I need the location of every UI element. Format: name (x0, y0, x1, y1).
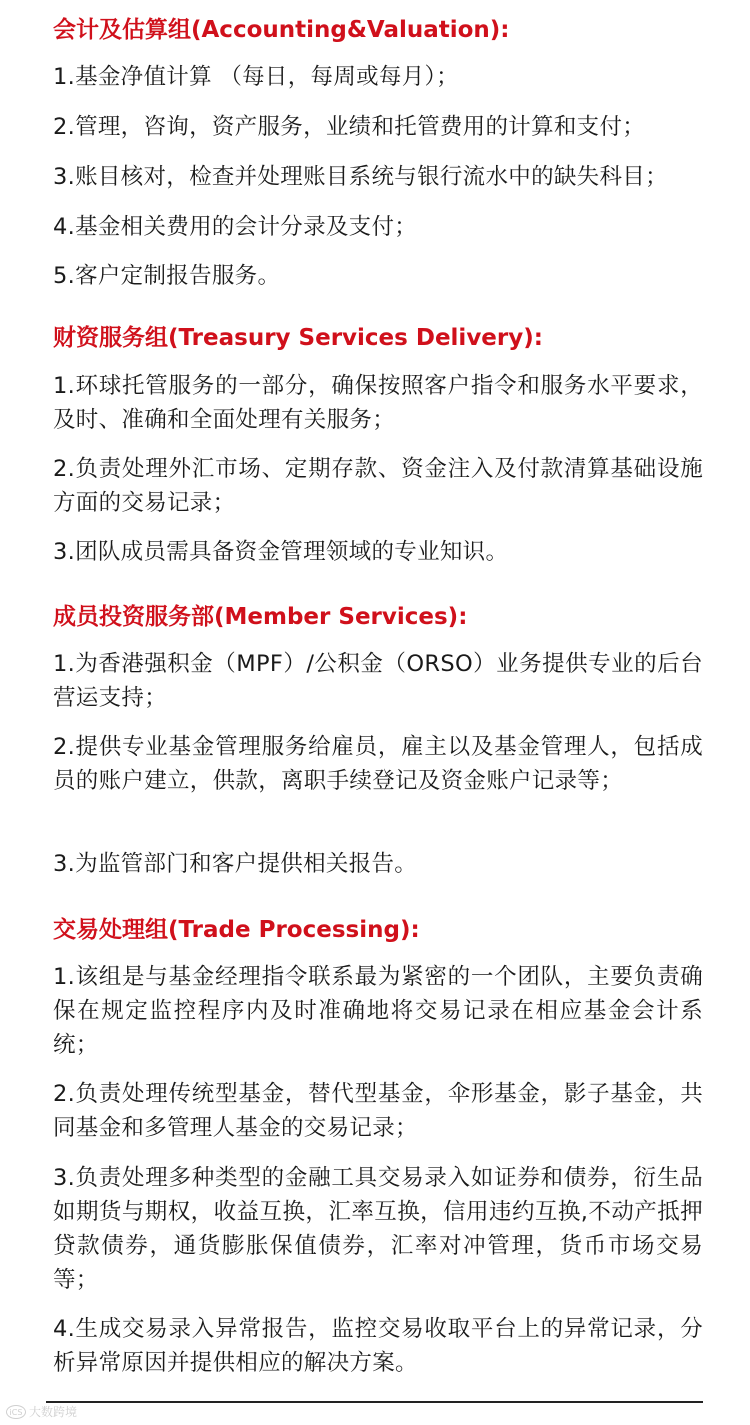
footer-divider (46, 1401, 703, 1403)
section-title-member-services: 成员投资服务部(Member Services): (53, 604, 468, 630)
member-item-1: 1.为香港强积金（MPF）/公积金（ORSO）业务提供专业的后台营运支持； (53, 651, 703, 711)
trade-item-3: 3.负责处理多种类型的金融工具交易录入如证券和债券，衍生品如期货与期权，收益互换，汇率互换，信用违约互换,不动产抵押贷款债券，通货膨胀保值债券，汇率对冲管理，货币市场交易等； (53, 1165, 703, 1293)
accounting-item-3: 3.账目核对，检查并处理账目系统与银行流水中的缺失科目； (53, 164, 668, 190)
accounting-item-5: 5.客户定制报告服务。 (53, 263, 281, 289)
accounting-item-1: 1.基金净值计算 （每日，每周或每月）； (53, 64, 459, 90)
watermark-logo-icon: iCS (6, 1405, 26, 1419)
treasury-item-2: 2.负责处理外汇市场、定期存款、资金注入及付款清算基础设施方面的交易记录； (53, 456, 703, 516)
treasury-item-3: 3.团队成员需具备资金管理领域的专业知识。 (53, 539, 509, 565)
section-title-treasury: 财资服务组(Treasury Services Delivery): (53, 325, 543, 351)
accounting-item-4: 4.基金相关费用的会计分录及支付； (53, 214, 418, 240)
section-title-trade-processing: 交易处理组(Trade Processing): (53, 917, 420, 943)
member-item-3: 3.为监管部门和客户提供相关报告。 (53, 851, 418, 877)
watermark (6, 1403, 77, 1421)
accounting-item-2: 2.管理，咨询，资产服务，业绩和托管费用的计算和支付； (53, 114, 646, 140)
member-item-2: 2.提供专业基金管理服务给雇员，雇主以及基金管理人，包括成员的账户建立，供款，离职手续登记及资金账户记录等； (53, 734, 703, 794)
treasury-item-1: 1.环球托管服务的一部分，确保按照客户指令和服务水平要求，及时、准确和全面处理有关服务； (53, 373, 703, 433)
watermark-text: 大数跨境 (29, 1405, 78, 1419)
trade-item-2: 2.负责处理传统型基金，替代型基金，伞形基金，影子基金，共同基金和多管理人基金的交易记录； (53, 1081, 703, 1141)
trade-item-4: 4.生成交易录入异常报告，监控交易收取平台上的异常记录，分析异常原因并提供相应的解决方案。 (53, 1316, 703, 1376)
section-title-accounting: 会计及估算组(Accounting&Valuation): (53, 17, 510, 43)
trade-item-1: 1.该组是与基金经理指令联系最为紧密的一个团队，主要负责确保在规定监控程序内及时准确地将交易记录在相应基金会计系统； (53, 964, 703, 1058)
